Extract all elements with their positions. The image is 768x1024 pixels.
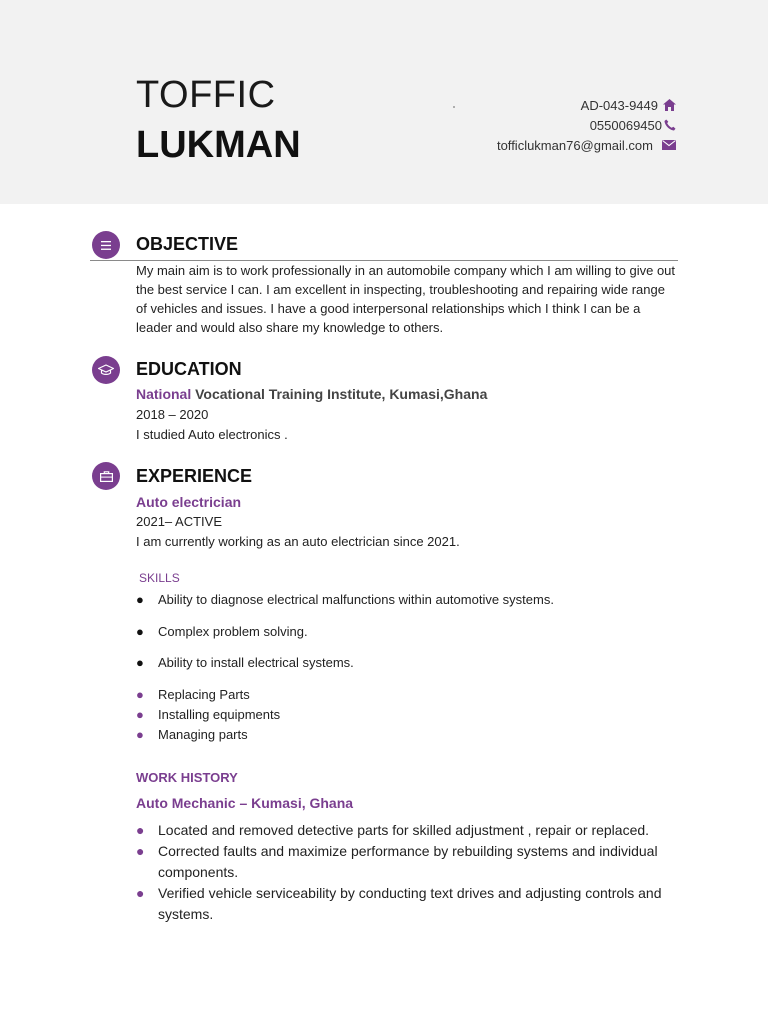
mail-icon	[662, 140, 676, 150]
graduation-cap-icon	[92, 356, 120, 384]
skills-primary-list	[136, 590, 554, 672]
education-title: EDUCATION	[136, 359, 242, 379]
bullet-icon: ●	[136, 822, 145, 838]
list-item: ● Installing equipments	[136, 705, 280, 725]
first-name: TOFFIC	[136, 74, 276, 116]
bullet-icon: ●	[136, 592, 144, 607]
address-text: AD-043-9449	[580, 97, 658, 113]
bullet-icon: ●	[136, 707, 144, 722]
email-row	[497, 135, 676, 155]
objective-text: My main aim is to work professionally in an automobile company which I am willing to give out the best service I can. I am excellent in inspecting, troubleshooting and repairing wide range of vehicles and issues. I have a good interpersonal relationships which I think I can be a leader and would also share my knowledge to others.	[136, 263, 676, 335]
school-rest: Vocational Training Institute, Kumasi,Ghana	[191, 386, 488, 402]
list-item: ● Corrected faults and maximize performance by rebuilding systems and individual components.	[136, 843, 658, 880]
school-name	[136, 386, 487, 402]
bullet-icon: ●	[136, 624, 144, 639]
experience-title: EXPERIENCE	[136, 466, 253, 486]
objective-title: OBJECTIVE	[136, 234, 239, 254]
experience-description: I am currently working as an auto electrician since 2021.	[136, 534, 460, 549]
email-text: tofficlukman76@gmail.com	[496, 137, 653, 153]
experience-role: Auto electrician	[136, 494, 242, 510]
list-item: ● Ability to diagnose electrical malfunctions within automotive systems.	[136, 592, 554, 607]
work-history-title: WORK HISTORY	[136, 770, 238, 785]
list-item: ● Verified vehicle serviceability by conducting text drives and adjusting controls and systems.	[136, 885, 662, 922]
phone-icon	[664, 119, 676, 131]
bullet-icon: ●	[136, 727, 144, 742]
briefcase-icon	[92, 462, 120, 490]
education-description: I studied Auto electronics .	[136, 427, 288, 442]
education-years: 2018 – 2020	[136, 407, 209, 422]
header-band	[0, 0, 768, 204]
skills-secondary-list	[136, 685, 280, 745]
work-history-list	[136, 820, 676, 925]
bullet-icon: ●	[136, 687, 144, 702]
phone-row	[497, 115, 676, 135]
list-item: ● Complex problem solving.	[136, 624, 308, 639]
work-history-position: Auto Mechanic – Kumasi, Ghana	[136, 795, 354, 811]
bullet-icon: ●	[136, 885, 145, 901]
experience-years: 2021– ACTIVE	[136, 514, 222, 529]
bullet-icon: ●	[136, 843, 145, 859]
objective-list-icon	[92, 231, 120, 259]
address-row	[497, 95, 676, 115]
skills-title: SKILLS	[139, 571, 180, 585]
list-item: ● Ability to install electrical systems.	[136, 655, 354, 670]
last-name: LUKMAN	[136, 124, 301, 166]
school-highlight: National	[136, 386, 192, 402]
phone-text: 0550069450	[589, 117, 662, 133]
home-icon	[663, 99, 676, 111]
list-item: ● Located and removed detective parts for skilled adjustment , repair or replaced.	[136, 820, 676, 841]
list-item: ● Replacing Parts	[136, 685, 280, 705]
stray-dot	[453, 106, 455, 108]
contact-block	[497, 95, 676, 155]
bullet-icon: ●	[136, 655, 144, 670]
list-item: ● Managing parts	[136, 725, 280, 745]
